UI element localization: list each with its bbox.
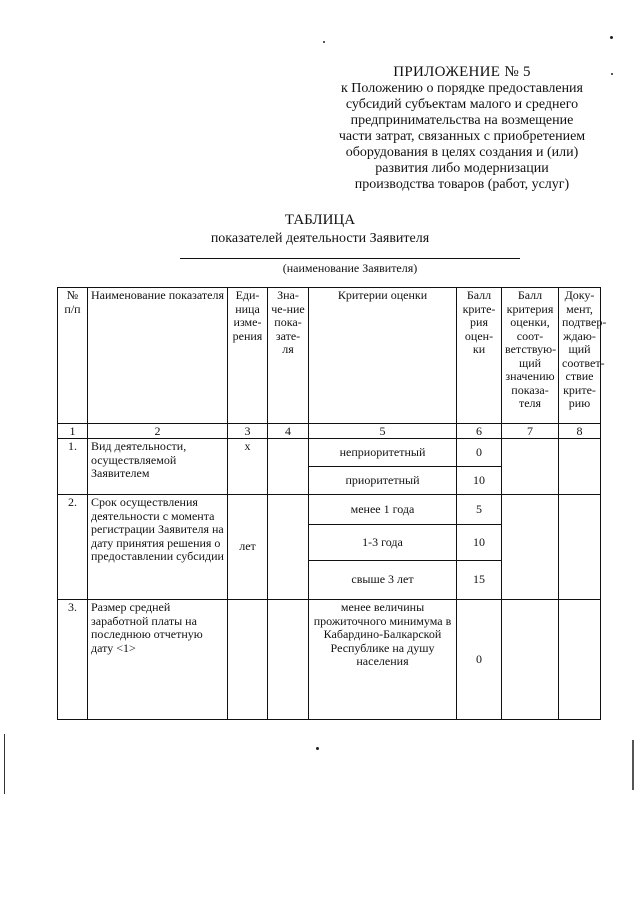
value-cell	[268, 495, 309, 600]
criterion-score: 10	[457, 525, 502, 561]
applicant-name-line	[180, 258, 520, 259]
header-cell-unit: Еди-ница изме-рения	[228, 288, 268, 424]
indicators-table	[57, 287, 607, 720]
appendix-line: оборудования в целях создания и (или)	[345, 145, 579, 160]
appendix-line: предпринимательства на возмещение	[350, 113, 574, 128]
indicator-name: Размер средней заработной платы на последнюю отчетную дату <1>	[88, 600, 228, 720]
appendix-line: субсидий субъектам малого и среднего	[345, 97, 579, 112]
unit-cell: лет	[228, 495, 268, 600]
criterion-score: 10	[457, 467, 502, 495]
table-row	[58, 600, 601, 720]
scan-speck	[323, 41, 325, 43]
unit-cell	[228, 600, 268, 720]
criterion-text: менее 1 года	[309, 495, 457, 525]
header-cell-document: Доку-мент, подтвер-ждаю-щий соответ-ствие крите-рию	[559, 288, 601, 424]
criterion-text: свыше 3 лет	[309, 561, 457, 600]
header-cell-matched-score: Балл критерия оценки, соот-ветствую-щий значению показа-теля	[502, 288, 559, 424]
applicant-caption: (наименование Заявителя)	[282, 261, 418, 275]
table-row	[58, 495, 601, 525]
column-number: 5	[309, 424, 457, 439]
document-cell	[559, 600, 601, 720]
header-cell-value: Зна-че-ние пока-зате-ля	[268, 288, 309, 424]
scan-speck	[611, 73, 613, 75]
matched-score-cell	[502, 600, 559, 720]
document-cell	[559, 439, 601, 495]
appendix-line: производства товаров (работ, услуг)	[354, 177, 570, 192]
column-number: 2	[88, 424, 228, 439]
criterion-score: 0	[457, 439, 502, 467]
appendix-line: развития либо модернизации	[375, 161, 549, 176]
criterion-text: приоритетный	[309, 467, 457, 495]
header-cell-score: Балл крите-рия оцен-ки	[457, 288, 502, 424]
column-number: 6	[457, 424, 502, 439]
matched-score-cell	[502, 439, 559, 495]
indicator-name: Срок осуществления деятельности с момента регистрации Заявителя на дату принятия решения о предоставлении субсидии	[88, 495, 228, 600]
scan-margin-mark	[4, 734, 5, 794]
row-number: 1.	[58, 439, 88, 495]
appendix-line: части затрат, связанных с приобретением	[338, 129, 586, 144]
column-number: 8	[559, 424, 601, 439]
value-cell	[268, 439, 309, 495]
value-cell	[268, 600, 309, 720]
column-number: 7	[502, 424, 559, 439]
criterion-text: неприоритетный	[309, 439, 457, 467]
table-row	[58, 439, 601, 467]
header-cell-criteria: Критерии оценки	[309, 288, 457, 424]
header-cell-number: № п/п	[58, 288, 88, 424]
row-number: 2.	[58, 495, 88, 600]
column-number: 1	[58, 424, 88, 439]
appendix-header	[292, 64, 632, 193]
table-title: ТАБЛИЦА	[284, 212, 356, 228]
criterion-text: менее величины прожиточного минимума в Кабардино-Балкарской Республике на душу населения	[309, 600, 457, 720]
criterion-score: 5	[457, 495, 502, 525]
scan-speck	[316, 747, 319, 750]
matched-score-cell	[502, 495, 559, 600]
unit-cell: х	[228, 439, 268, 495]
row-number: 3.	[58, 600, 88, 720]
indicator-name: Вид деятельности, осуществляемой Заявителем	[88, 439, 228, 495]
column-number-row	[58, 424, 601, 439]
table-header-row	[58, 288, 601, 424]
document-cell	[559, 495, 601, 600]
column-number: 3	[228, 424, 268, 439]
table-subtitle: показателей деятельности Заявителя	[210, 231, 430, 246]
criterion-score: 15	[457, 561, 502, 600]
criterion-text: 1-3 года	[309, 525, 457, 561]
criterion-score: 0	[457, 600, 502, 720]
header-cell-indicator: Наименование показателя	[88, 288, 228, 424]
appendix-title: ПРИЛОЖЕНИЕ № 5	[393, 64, 531, 80]
appendix-line: к Положению о порядке предоставления	[341, 81, 583, 96]
scan-edge-mark	[632, 740, 634, 790]
column-number: 4	[268, 424, 309, 439]
scan-speck	[610, 36, 613, 39]
